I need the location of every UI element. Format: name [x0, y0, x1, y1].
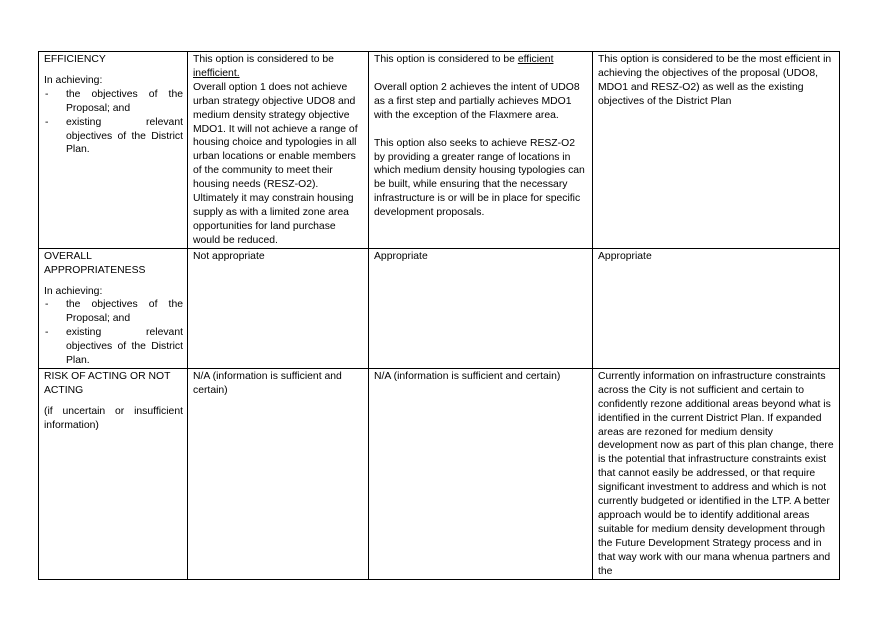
option-2-heading: [374, 53, 588, 67]
option-1-prefix: This option is considered to be: [193, 54, 334, 65]
criterion-lead: In achieving:: [44, 285, 103, 297]
criterion-note: (if uncertain or insufficient information): [44, 405, 183, 431]
option-1-body: Overall option 1 does not achieve urban strategy objective UDO8 and medium density strategy objective MDO1. It will not achieve a range of housing choice and typologies in all urban locations or enable members of the community to meet their housing needs (RESZ-O2). Ultimately it may constrain housing supply as with a limited zone area opportunities for land purchase would be reduced.: [193, 81, 358, 246]
criterion-lead: In achieving:: [44, 74, 103, 86]
appropriateness-row: [39, 248, 840, 368]
option-1-cell: [188, 52, 369, 249]
option-2-verdict: efficient: [517, 54, 554, 65]
options-evaluation-table: [38, 51, 840, 580]
option-2-cell: [369, 52, 593, 249]
option-2-text: N/A (information is sufficient and certain): [374, 370, 561, 382]
risk-row: [39, 368, 840, 579]
list-item: - existing relevant objectives of the District Plan.: [44, 116, 183, 158]
option-1-text: Not appropriate: [193, 250, 265, 262]
criterion-list: [44, 88, 183, 158]
option-1-cell: [188, 248, 369, 368]
option-1-text: N/A (information is sufficient and certain): [193, 370, 342, 396]
option-3-cell: [593, 248, 840, 368]
list-item: - the objectives of the Proposal; and: [44, 88, 183, 116]
option-2-cell: [369, 368, 593, 579]
criterion-cell: [39, 368, 188, 579]
option-2-text: Appropriate: [374, 250, 428, 262]
option-3-text: Appropriate: [598, 250, 652, 262]
criterion-heading: OVERALL APPROPRIATENESS: [44, 250, 146, 276]
option-2-cell: [369, 248, 593, 368]
list-item: - the objectives of the Proposal; and: [44, 298, 183, 326]
option-1-cell: [188, 368, 369, 579]
list-item: - existing relevant objectives of the District Plan.: [44, 326, 183, 368]
criterion-heading: RISK OF ACTING OR NOT ACTING: [44, 370, 171, 396]
option-2-prefix: This option is considered to be: [374, 54, 515, 65]
option-3-text: Currently information on infrastructure constraints across the City is not sufficient and certain to confidently rezone additional areas beyond what is identified in the current District Plan. If expanded areas are rezoned for medium density development now as part of this plan change, there is the potential that infrastructure constraints exist that cannot easily be addressed, or that require significant investment to address and which is not currently budgeted or identified in the LTP. A better approach would be to identify additional areas suitable for medium density development through the Future Development Strategy process and in that way work with our mana whenua partners and the: [598, 370, 834, 577]
option-3-text: This option is considered to be the most efficient in achieving the objectives of the proposal (UDO8, MDO1 and RESZ-O2) as well as the existing objectives of the District Plan: [598, 54, 832, 107]
criterion-cell: [39, 52, 188, 249]
criterion-cell: [39, 248, 188, 368]
criterion-list: [44, 298, 183, 368]
option-2-paragraph: Overall option 2 achieves the intent of UDO8 as a first step and partially achieves MDO1 with the exception of the Flaxmere area.: [374, 81, 580, 121]
efficiency-row: [39, 52, 840, 249]
option-2-paragraph: This option also seeks to achieve RESZ-O2 by providing a greater range of locations in which medium density housing typologies can be built, while ensuring that the necessary infrastructure is or will be in place for specific development proposals.: [374, 137, 585, 219]
criterion-heading: EFFICIENCY: [44, 54, 106, 65]
option-3-cell: [593, 368, 840, 579]
option-3-cell: [593, 52, 840, 249]
option-1-verdict: inefficient.: [193, 67, 240, 79]
